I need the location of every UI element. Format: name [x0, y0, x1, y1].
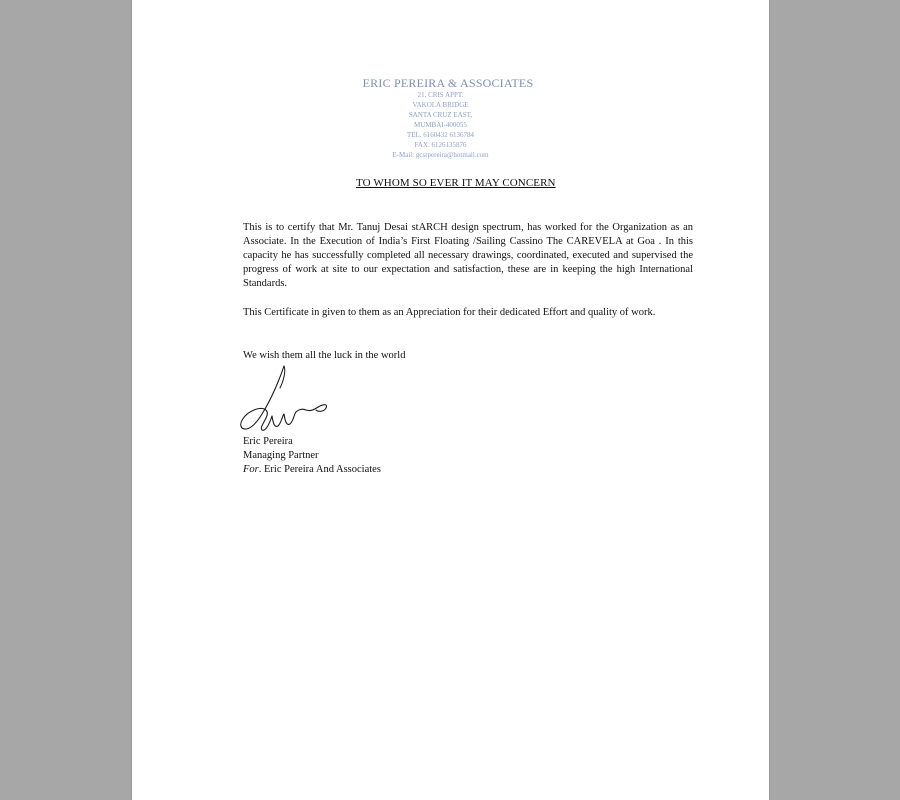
- letter-page: [131, 0, 770, 800]
- letterhead-fax-line: FAX. 6126135876: [414, 141, 467, 149]
- letterhead-phone-line: TEL. 6160432 6136784: [406, 131, 475, 139]
- letterhead-address-line: SANTA CRUZ EAST,: [408, 111, 473, 119]
- signatory-name: Eric Pereira: [243, 436, 293, 447]
- letterhead-address-line: 21, CRIS APPT.: [417, 91, 464, 99]
- body-paragraph-2: This Certificate in given to them as an Appreciation for their dedicated Effort and quality of work.: [243, 307, 656, 318]
- letterhead: [132, 76, 769, 160]
- letterhead-address-line: MUMBAI-400055: [414, 121, 467, 129]
- letterhead-email-line: E-Mail: gcsrpereira@hotmail.com: [392, 151, 489, 159]
- letterhead-address-line: VAKOLA BRIDGE: [412, 101, 469, 109]
- signatory-for-line: [243, 463, 381, 477]
- signature-block: [243, 435, 381, 477]
- letterhead-company-name: ERIC PEREIRA & ASSOCIATES: [362, 76, 534, 90]
- handwritten-signature: [236, 358, 346, 438]
- body-paragraph-3: We wish them all the luck in the world: [243, 350, 406, 361]
- body-paragraph-1: This is to certify that Mr. Tanuj Desai stARCH design spectrum, has worked for the Organization as an Associate. In the Execution of India’s First Floating /Sailing Cassino The CAREVELA at Goa . In this capacity he has successfully completed all necessary drawings, coordinated, executed and supervised the progress of work at site to our expectation and satisfaction, these are in keeping the high International Standards.: [243, 222, 693, 289]
- signatory-company: . Eric Pereira And Associates: [258, 464, 381, 475]
- letter-subject: TO WHOM SO EVER IT MAY CONCERN: [356, 177, 556, 189]
- signatory-title: Managing Partner: [243, 450, 319, 461]
- signatory-for-prefix: For: [243, 464, 259, 475]
